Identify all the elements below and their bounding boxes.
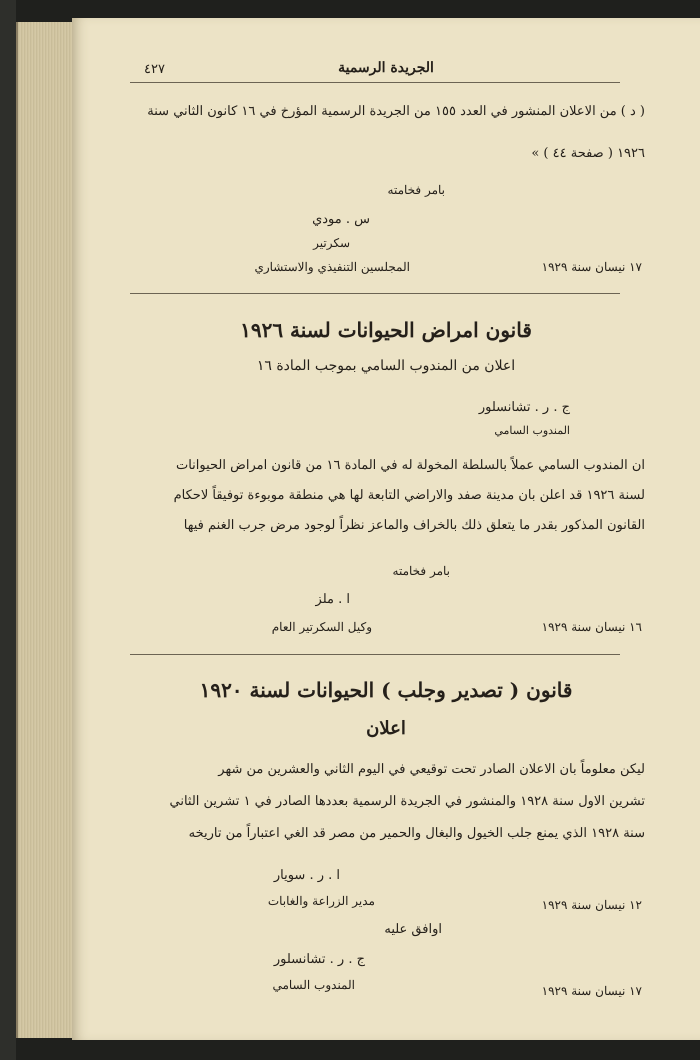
s2-signer: ج . ر . تشانسلور <box>478 400 570 415</box>
book-binding <box>0 0 16 1060</box>
s2-role: وكيل السكرتير العام <box>271 620 372 634</box>
s2-by-order: بامر فخامته <box>392 564 450 578</box>
header-rule <box>130 82 620 83</box>
s2-date: ١٦ نيسان سنة ١٩٢٩ <box>541 620 642 634</box>
s2-body-line-2: لسنة ١٩٢٦ قد اعلن بان مدينة صفد والاراضي التابعة لها هي منطقة موبوءة توفيقاً لاحكام <box>173 488 645 503</box>
s1-date: ١٧ نيسان سنة ١٩٢٩ <box>541 260 642 274</box>
section-rule-1 <box>130 293 620 294</box>
s3-signatory: ا . ر . سويار <box>273 868 340 883</box>
page-header-title: الجريدة الرسمية <box>338 60 434 76</box>
s2-signatory: ا . ملز <box>315 592 350 607</box>
s1-signatory: س . مودي <box>312 212 370 227</box>
s3-title: قانون ( تصدير وجلب ) الحيوانات لسنة ١٩٢٠ <box>199 678 573 702</box>
s2-title: قانون امراض الحيوانات لسنة ١٩٢٦ <box>240 318 532 342</box>
s1-by-order: بامر فخامته <box>387 183 445 197</box>
s2-signer-title: المندوب السامي <box>494 424 570 437</box>
s2-body-line-3: القانون المذكور بقدر ما يتعلق ذلك بالخراف والماعز نظراً لوجود مرض جرب الغنم فيها <box>183 518 645 533</box>
page-edges <box>16 22 76 1038</box>
s3-subtitle: اعلان <box>366 718 406 739</box>
s2-subtitle: اعلان من المندوب السامي بموجب المادة ١٦ <box>256 358 516 374</box>
s3-body-line-2: تشرين الاول سنة ١٩٢٨ والمنشور في الجريدة الرسمية بعددها الصادر في ١ تشرين الثاني <box>169 794 645 809</box>
s1-role2: المجلسين التنفيذي والاستشاري <box>254 260 410 274</box>
gazette-page <box>72 18 700 1040</box>
page-number: ٤٢٧ <box>144 62 165 77</box>
s3-body-line-1: ليكن معلوماً بان الاعلان الصادر تحت توقيعي في اليوم الثاني والعشرين من شهر <box>218 762 645 777</box>
s3-date: ١٢ نيسان سنة ١٩٢٩ <box>541 898 642 912</box>
s1-line1: ( د ) من الاعلان المنشور في العدد ١٥٥ من الجريدة الرسمية المؤرخ في ١٦ كانون الثاني سنة <box>147 104 645 119</box>
s3-approve: اوافق عليه <box>384 922 442 937</box>
s1-line2: ١٩٢٦ ( صفحة ٤٤ ) » <box>531 146 645 161</box>
s2-body-line-1: ان المندوب السامي عملاً بالسلطة المخولة له في المادة ١٦ من قانون امراض الحيوانات <box>175 458 645 473</box>
s1-role: سكرتير <box>313 236 350 250</box>
s3-body-line-3: سنة ١٩٢٨ الذي يمنع جلب الخيول والبغال والحمير من مصر قد الغي اعتباراً من تاريخه <box>188 826 645 841</box>
s3-role: مدير الزراعة والغابات <box>267 894 375 908</box>
s3-approve-date: ١٧ نيسان سنة ١٩٢٩ <box>541 984 642 998</box>
s3-approver: ج . ر . تشانسلور <box>273 952 365 967</box>
s3-approver-title: المندوب السامي <box>272 978 355 992</box>
section-rule-2 <box>130 654 620 655</box>
